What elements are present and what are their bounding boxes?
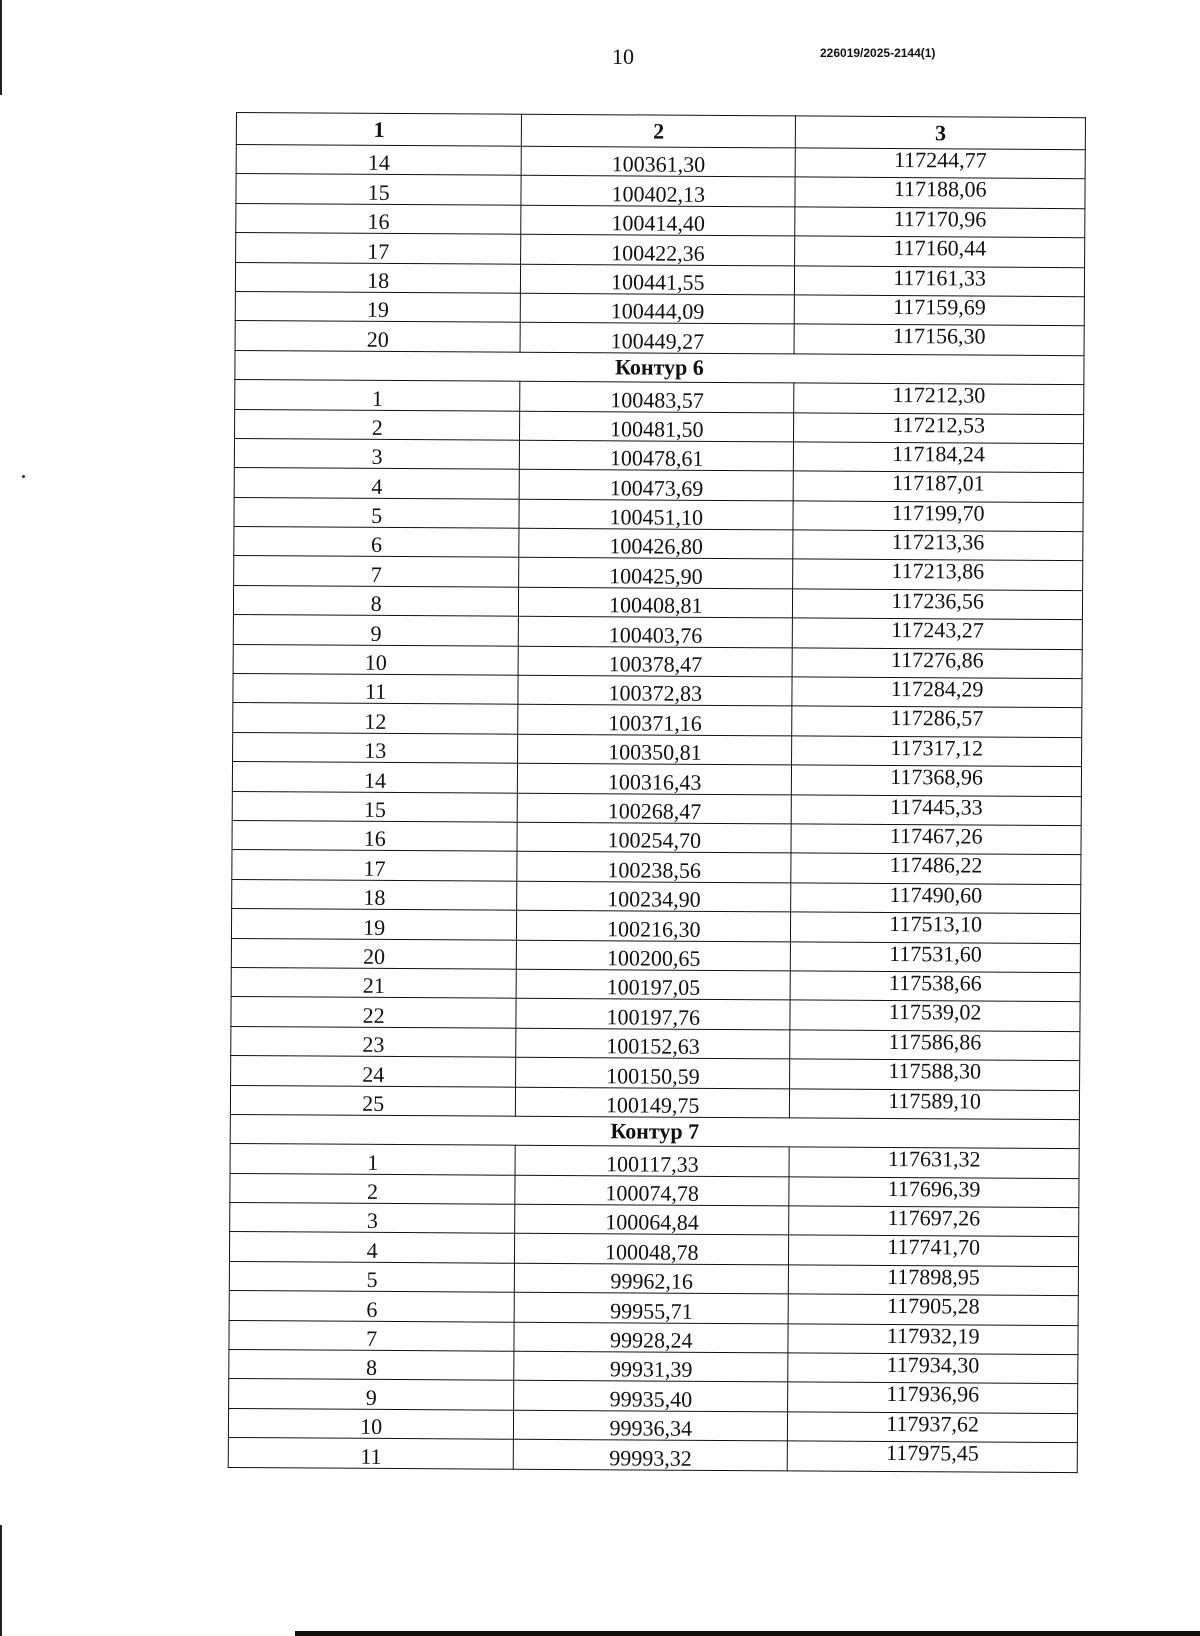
coordinate-x-cell: 100444,09 (521, 293, 795, 324)
coordinate-y-cell: 117936,96 (788, 1382, 1078, 1413)
coordinate-y-cell: 117697,26 (789, 1206, 1079, 1237)
point-number-cell: 12 (233, 703, 519, 734)
point-number-cell: 23 (231, 1026, 517, 1057)
coordinate-x-cell: 100478,61 (520, 440, 794, 471)
coordinate-y-cell: 117975,45 (787, 1441, 1077, 1472)
point-number-cell: 5 (229, 1261, 515, 1292)
coordinate-x-cell: 99936,34 (514, 1410, 788, 1441)
coordinate-y-cell: 117486,22 (791, 853, 1081, 884)
point-number-cell: 14 (236, 145, 522, 176)
coordinates-table-body (228, 113, 1085, 1473)
coordinate-x-cell: 100074,78 (515, 1175, 789, 1206)
coordinate-x-cell: 100197,76 (516, 999, 790, 1030)
coordinate-x-cell: 100150,59 (516, 1057, 790, 1088)
coordinate-y-cell: 117490,60 (791, 883, 1081, 914)
point-number-cell: 18 (232, 879, 518, 910)
coordinate-x-cell: 99993,32 (514, 1439, 788, 1470)
scan-bottom-edge (295, 1631, 1200, 1636)
point-number-cell: 3 (234, 438, 520, 469)
point-number-cell: 7 (234, 556, 520, 587)
coordinate-y-cell: 117276,86 (792, 648, 1082, 679)
coordinate-y-cell: 117513,10 (791, 912, 1081, 943)
point-number-cell: 10 (233, 644, 519, 675)
point-number-cell: 11 (228, 1438, 514, 1469)
coordinate-x-cell: 100152,63 (516, 1028, 790, 1059)
document-reference: 226019/2025-2144(1) (820, 46, 936, 60)
coordinate-x-cell: 100064,84 (515, 1204, 789, 1235)
coordinate-x-cell: 100316,43 (518, 763, 792, 794)
coordinate-x-cell: 100425,90 (519, 558, 793, 589)
point-number-cell: 13 (233, 732, 519, 763)
coordinate-y-cell: 117631,32 (789, 1147, 1079, 1178)
point-number-cell: 6 (234, 527, 520, 558)
coordinate-x-cell: 100197,05 (516, 969, 790, 1000)
point-number-cell: 16 (232, 820, 518, 851)
coordinate-x-cell: 99935,40 (514, 1381, 788, 1412)
coordinate-y-cell: 117588,30 (790, 1059, 1080, 1090)
point-number-cell: 4 (234, 468, 520, 499)
coordinate-x-cell: 100238,56 (517, 852, 791, 883)
point-number-cell: 7 (229, 1320, 515, 1351)
coordinate-y-cell: 117159,69 (794, 295, 1084, 326)
point-number-cell: 4 (229, 1232, 515, 1263)
scan-speck (22, 475, 25, 478)
coordinate-x-cell: 99931,39 (514, 1351, 788, 1382)
coordinate-y-cell: 117199,70 (793, 501, 1083, 532)
coordinate-x-cell: 100361,30 (521, 146, 795, 177)
coordinate-x-cell: 100378,47 (518, 646, 792, 677)
coordinate-y-cell: 117170,96 (795, 207, 1085, 238)
scan-edge-mark (0, 1525, 2, 1636)
coordinate-y-cell: 117244,77 (795, 148, 1085, 179)
coordinate-y-cell: 117213,86 (793, 559, 1083, 590)
table-row (228, 1438, 1077, 1473)
point-number-cell: 18 (235, 262, 521, 293)
column-header: 3 (796, 116, 1086, 150)
point-number-cell: 19 (235, 291, 521, 322)
page-number: 10 (612, 44, 634, 69)
point-number-cell: 2 (230, 1173, 516, 1204)
coordinate-x-cell: 100441,55 (521, 264, 795, 295)
coordinate-y-cell: 117531,60 (790, 941, 1080, 972)
section-title: Контур 6 (235, 350, 1084, 385)
coordinate-y-cell: 117236,56 (793, 589, 1083, 620)
coordinate-y-cell: 117317,12 (792, 736, 1082, 767)
coordinate-x-cell: 100426,80 (519, 528, 793, 559)
table-header-row (236, 113, 1085, 150)
coordinate-x-cell: 100254,70 (517, 822, 791, 853)
coordinate-x-cell: 100117,33 (515, 1146, 789, 1177)
point-number-cell: 15 (232, 791, 518, 822)
column-header: 2 (522, 114, 796, 148)
coordinate-x-cell: 100451,10 (519, 499, 793, 530)
coordinate-y-cell: 117905,28 (788, 1294, 1078, 1325)
coordinate-x-cell: 100402,13 (521, 176, 795, 207)
point-number-cell: 9 (233, 615, 519, 646)
point-number-cell: 16 (236, 203, 522, 234)
coordinate-x-cell: 99928,24 (514, 1322, 788, 1353)
point-number-cell: 19 (231, 909, 517, 940)
coordinate-y-cell: 117586,86 (790, 1030, 1080, 1061)
point-number-cell: 3 (230, 1203, 516, 1234)
coordinate-y-cell: 117160,44 (795, 236, 1085, 267)
point-number-cell: 5 (234, 497, 520, 528)
point-number-cell: 2 (235, 409, 521, 440)
coordinate-x-cell: 100422,36 (521, 234, 795, 265)
point-number-cell: 1 (235, 380, 521, 411)
coordinate-x-cell: 100268,47 (518, 793, 792, 824)
coordinate-x-cell: 100481,50 (520, 411, 794, 442)
coordinate-y-cell: 117213,36 (793, 530, 1083, 561)
coordinate-x-cell: 100216,30 (517, 910, 791, 941)
coordinate-y-cell: 117937,62 (788, 1412, 1078, 1443)
coordinate-y-cell: 117368,96 (792, 765, 1082, 796)
point-number-cell: 9 (229, 1379, 515, 1410)
coordinate-y-cell: 117284,29 (792, 677, 1082, 708)
coordinate-y-cell: 117467,26 (791, 824, 1081, 855)
coordinate-x-cell: 100200,65 (517, 940, 791, 971)
coordinate-x-cell: 100408,81 (519, 587, 793, 618)
point-number-cell: 21 (231, 967, 517, 998)
coordinate-x-cell: 99962,16 (515, 1263, 789, 1294)
coordinates-table (228, 112, 1086, 1473)
point-number-cell: 6 (229, 1291, 515, 1322)
point-number-cell: 8 (229, 1349, 515, 1380)
coordinate-y-cell: 117161,33 (795, 265, 1085, 296)
point-number-cell: 20 (235, 321, 521, 352)
coordinate-x-cell: 100371,16 (518, 705, 792, 736)
coordinate-x-cell: 99955,71 (514, 1292, 788, 1323)
point-number-cell: 1 (230, 1144, 516, 1175)
coordinate-y-cell: 117538,66 (790, 971, 1080, 1002)
point-number-cell: 10 (228, 1408, 514, 1439)
scan-edge-mark (0, 0, 2, 95)
coordinate-y-cell: 117934,30 (788, 1353, 1078, 1384)
coordinate-x-cell: 100473,69 (519, 470, 793, 501)
coordinate-x-cell: 100372,83 (518, 675, 792, 706)
point-number-cell: 24 (231, 1056, 517, 1087)
point-number-cell: 22 (231, 997, 517, 1028)
coordinate-y-cell: 117184,24 (794, 442, 1084, 473)
coordinate-y-cell: 117932,19 (788, 1324, 1078, 1355)
point-number-cell: 8 (233, 585, 519, 616)
coordinate-y-cell: 117286,57 (792, 706, 1082, 737)
coordinate-y-cell: 117898,95 (789, 1265, 1079, 1296)
point-number-cell: 20 (231, 938, 517, 969)
point-number-cell: 14 (232, 762, 518, 793)
coordinate-x-cell: 100234,90 (517, 881, 791, 912)
coordinate-x-cell: 100048,78 (515, 1234, 789, 1265)
coordinate-x-cell: 100449,27 (520, 323, 794, 354)
column-header: 1 (236, 113, 522, 147)
coordinate-x-cell: 100149,75 (516, 1087, 790, 1118)
coordinate-x-cell: 100403,76 (519, 616, 793, 647)
coordinate-y-cell: 117187,01 (793, 471, 1083, 502)
point-number-cell: 17 (236, 233, 522, 264)
point-number-cell: 25 (230, 1085, 516, 1116)
point-number-cell: 17 (232, 850, 518, 881)
section-title: Контур 7 (230, 1114, 1079, 1149)
coordinate-x-cell: 100414,40 (521, 205, 795, 236)
coordinate-y-cell: 117212,30 (794, 383, 1084, 414)
coordinate-y-cell: 117741,70 (789, 1235, 1079, 1266)
coordinate-y-cell: 117539,02 (790, 1000, 1080, 1031)
coordinate-y-cell: 117589,10 (790, 1088, 1080, 1119)
coordinate-y-cell: 117212,53 (794, 412, 1084, 443)
coordinate-y-cell: 117696,39 (789, 1177, 1079, 1208)
point-number-cell: 15 (236, 174, 522, 205)
coordinate-y-cell: 117156,30 (794, 324, 1084, 355)
point-number-cell: 11 (233, 674, 519, 705)
coordinate-y-cell: 117445,33 (791, 795, 1081, 826)
coordinate-y-cell: 117188,06 (795, 177, 1085, 208)
coordinate-x-cell: 100350,81 (518, 734, 792, 765)
coordinate-x-cell: 100483,57 (520, 381, 794, 412)
coordinate-y-cell: 117243,27 (792, 618, 1082, 649)
